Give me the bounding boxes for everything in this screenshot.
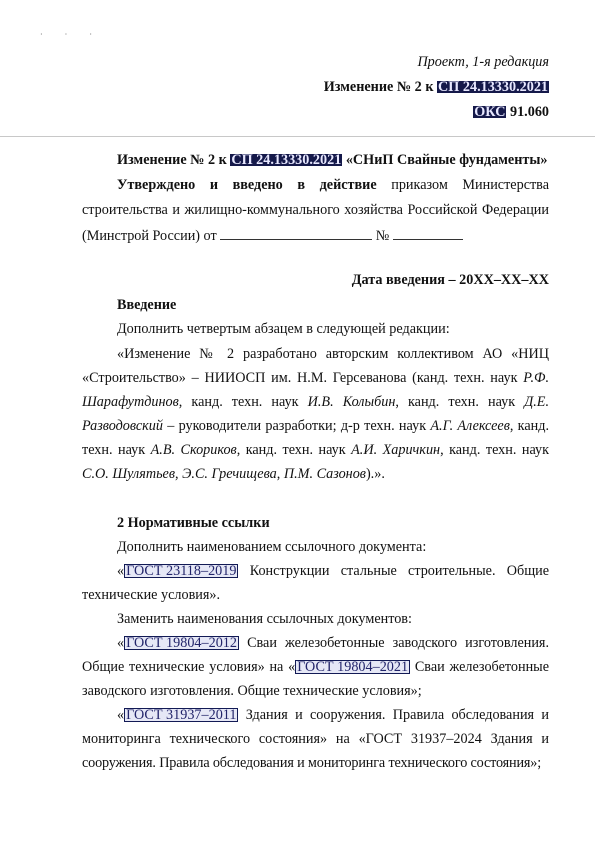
author-name: А.В. Скориков (150, 442, 237, 458)
ref-text: Сваи железобетонные заводского изготовления. (247, 635, 550, 651)
effective-date: Дата введения – 20ХХ–ХХ–ХХ (351, 272, 549, 288)
intro-heading: Введение (117, 297, 177, 313)
intro-text: техн. наук (82, 442, 146, 458)
author-name: И.В. Колыбин (307, 394, 396, 410)
title-prefix: Изменение № 2 к (117, 152, 227, 168)
author-name: Д.Е. (524, 394, 549, 410)
intro-text: «Строительство» – НИИОСП им. Н.М. Герсеванова (канд. техн. наук (82, 370, 518, 386)
gost-31937-2011-link[interactable]: ГОСТ 31937–2011 (126, 707, 237, 723)
intro-line-5 (82, 442, 549, 459)
author-name: Э.С. Гречищева (182, 466, 277, 482)
gost-19804-2021-link[interactable]: ГОСТ 19804–2021 (297, 659, 409, 675)
replace-ref-1-line-3: заводского изготовления. Общие технические условия»; (82, 683, 422, 699)
section-2-heading: 2 Нормативные ссылки (117, 515, 270, 531)
oks-code: 91.060 (509, 104, 549, 120)
ref-open-quote (117, 563, 238, 579)
intro-line-4 (82, 418, 549, 435)
add-ref-line-2: технические условия». (82, 587, 221, 603)
date-blank (220, 227, 372, 240)
approval-rest: приказом Министерства (391, 177, 549, 193)
author-name: Разводовский (82, 418, 163, 434)
intro-instruction: Дополнить четвертым абзацем в следующей редакции: (117, 321, 450, 337)
header-divider (0, 136, 595, 137)
ref-text: Здания и сооружения. Правила обследования и (245, 707, 549, 723)
approval-line-2: строительства и жилищно-коммунального хозяйства Российской Федерации (82, 202, 549, 218)
ref-text: Сваи железобетонные (414, 659, 549, 675)
intro-line-2 (82, 370, 549, 387)
approval-ministry: (Минстрой России) от (82, 228, 217, 244)
change-header-prefix: Изменение № 2 к (323, 79, 434, 95)
intro-text: – руководители разработки; д-р техн. наук (163, 418, 427, 434)
ref-text: Общие технические условия» на « (82, 659, 296, 675)
ref-text: Конструкции стальные строительные. Общие (249, 563, 550, 579)
add-instruction: Дополнить наименованием ссылочного документа: (117, 539, 427, 555)
intro-text: , канд. (509, 418, 550, 434)
intro-text: , канд. техн. наук (440, 442, 550, 458)
intro-text: , канд. техн. наук (395, 394, 516, 410)
approval-line-3 (82, 227, 549, 245)
replace-ref-2-line-2: мониторинга технического состояния» на «ГОСТ 31937–2024 Здания и (82, 731, 549, 747)
replace-ref-2-line-3: сооружения. Правила обследования и мониторинга технического состояния»; (82, 755, 542, 771)
quote-mark: « (117, 707, 125, 723)
intro-line-1: «Изменение № 2 разработано авторским коллективом АО «НИЦ (117, 346, 549, 362)
gost-23118-link[interactable]: ГОСТ 23118–2019 (126, 563, 237, 579)
gost-19804-2012-link[interactable]: ГОСТ 19804–2012 (126, 635, 237, 651)
oks-label[interactable]: ОКС (474, 104, 506, 120)
oks-code-line (473, 104, 549, 121)
title-ref[interactable]: СП 24.13330.2021 (231, 152, 342, 168)
document-title (117, 152, 548, 169)
author-name: П.М. Сазонов (283, 466, 366, 482)
author-name: С.О. Шулятьев (82, 466, 176, 482)
replace-ref-2-line-1 (117, 707, 549, 724)
number-blank (393, 227, 463, 240)
intro-text: , канд. техн. наук (236, 442, 346, 458)
ref-open-quote (117, 707, 238, 723)
number-sign: № (375, 228, 390, 244)
intro-line-3 (82, 394, 549, 411)
author-name: Шарафутдинов (82, 394, 179, 410)
ref-text-with-link (82, 659, 410, 675)
approval-line-1 (117, 177, 549, 194)
change-header-ref[interactable]: СП 24.13330.2021 (438, 79, 548, 95)
quote-mark: « (117, 635, 125, 651)
intro-text: ).». (365, 466, 385, 482)
scan-artifact-dots: · · · (40, 30, 102, 39)
title-suffix: «СНиП Свайные фундаменты» (345, 152, 548, 168)
replace-instruction: Заменить наименования ссылочных документов: (117, 611, 412, 627)
quote-mark: « (117, 563, 125, 579)
approval-bold: Утверждено и введено в действие (117, 177, 377, 193)
change-header (324, 79, 549, 96)
replace-ref-1-line-1 (117, 635, 549, 652)
author-name: Р.Ф. (523, 370, 549, 386)
ref-open-quote (117, 635, 239, 651)
intro-text: , (276, 466, 284, 482)
author-name: А.И. Харичкин (351, 442, 441, 458)
add-ref-line-1 (117, 563, 549, 580)
replace-ref-1-line-2 (82, 659, 549, 676)
intro-text: , (175, 466, 183, 482)
intro-text: , канд. техн. наук (178, 394, 299, 410)
project-edition-label: Проект, 1-я редакция (417, 54, 549, 70)
author-name: А.Г. Алексеев (430, 418, 510, 434)
intro-line-6 (82, 466, 549, 483)
